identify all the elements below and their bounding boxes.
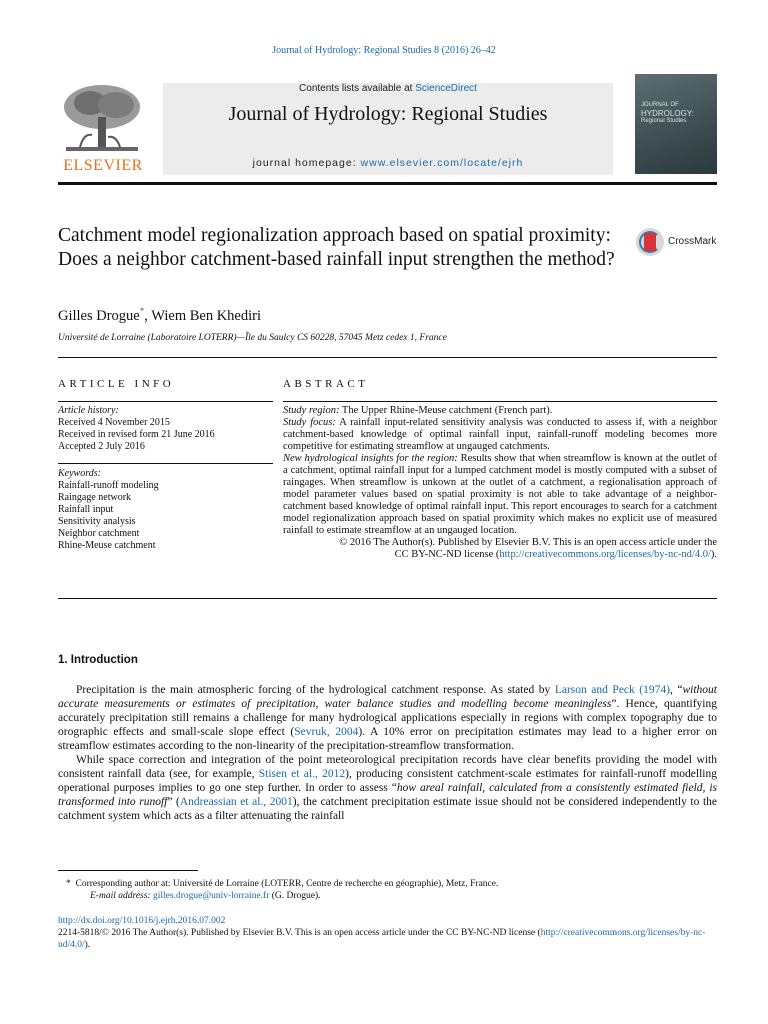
text-run: ”. Hence, quantifying accurately precipitation still remains a challenge for many hydrological applications especially in regions with complex topography due to orographic effects and small-scale slope effect ( — [58, 698, 717, 738]
cover-text-line: HYDROLOGY: — [641, 109, 694, 118]
keyword: Sensitivity analysis — [58, 516, 136, 527]
footnote-email — [58, 890, 717, 902]
citation-link[interactable]: Larson and Peck (1974) — [554, 684, 670, 696]
abstract-rule — [283, 401, 717, 402]
article-info-heading: ARTICLE INFO — [58, 378, 175, 390]
crossmark-label: CrossMark — [668, 236, 717, 247]
cover-text-line: Regional Studies — [641, 118, 687, 124]
keyword: Rainfall input — [58, 504, 114, 515]
contents-prefix: Contents lists available at — [299, 83, 413, 94]
email-suffix: (G. Drogue). — [271, 891, 321, 901]
keywords-rule — [58, 463, 273, 464]
crossmark-icon — [636, 228, 664, 256]
abstract-license — [283, 549, 717, 561]
doi-link[interactable]: http://dx.doi.org/10.1016/j.ejrh.2016.07.002 — [58, 916, 226, 926]
doi-line — [58, 915, 717, 927]
footnote-mark: * — [66, 879, 71, 889]
article-info-rule — [58, 401, 273, 402]
email-link[interactable]: gilles.drogue@univ-lorraine.fr — [152, 891, 270, 901]
cover-text — [641, 102, 694, 125]
article-history — [58, 405, 273, 453]
contents-line — [163, 83, 613, 94]
crossmark-badge[interactable] — [636, 228, 720, 258]
history-item: Received in revised form 21 June 2016 — [58, 429, 215, 440]
license-footer-text: ). — [84, 940, 91, 950]
keyword: Raingage network — [58, 492, 132, 503]
author-separator: , — [144, 307, 152, 324]
paragraph — [58, 753, 717, 823]
elsevier-logo — [58, 83, 148, 175]
text-run: , “ — [669, 684, 683, 696]
article-title: Catchment model regionalization approach based on spatial proximity: Does a neighbor catchment-based rainfall input strengthen the method? — [58, 225, 615, 270]
citation-link[interactable]: Andreassian et al., 2001 — [179, 796, 293, 808]
abstract-bottom-divider — [58, 598, 717, 599]
cover-text-line: JOURNAL OF — [641, 102, 679, 108]
journal-header — [58, 73, 717, 183]
abstract-insights — [283, 453, 717, 537]
affiliation: Université de Lorraine (Laboratoire LOTERR)—Île du Saulcy CS 60228, 57045 Metz cedex 1, France — [58, 333, 447, 343]
footnote-divider — [58, 870, 198, 871]
citation-link[interactable]: Sevruk, 2004 — [294, 726, 359, 738]
journal-reference[interactable]: Journal of Hydrology: Regional Studies 8 (2016) 26–42 — [272, 45, 496, 56]
abstract-label: Study focus: — [283, 417, 336, 428]
author-name: Wiem Ben Khediri — [151, 307, 261, 324]
history-item: Received 4 November 2015 — [58, 417, 170, 428]
keyword: Neighbor catchment — [58, 528, 140, 539]
sciencedirect-link[interactable]: ScienceDirect — [415, 83, 477, 94]
corresponding-author-link[interactable]: * — [139, 306, 145, 316]
keyword: Rainfall-runoff modeling — [58, 480, 159, 491]
abstract-text: Results show that when streamflow is known at the outlet of a catchment, optimal rainfall input for a lumped catchment model is mostly computed with a subset of raingages. When streamflow is unkown at the outlet of a catchment, a regionalisation approach of model parameter values based on spatial proximity is not able to take advantage of a neighbor-catchment based knowledge of optimal rainfall input. This report encourages to search for a catchment model regionalization approach based on spatial proximity which makes no explicit use of measured rainfall to estimate streamflow at an ungauged location. — [283, 453, 718, 536]
introduction-body — [58, 683, 717, 823]
journal-cover-image[interactable] — [635, 74, 717, 174]
author-list — [58, 306, 261, 325]
license-text: ). — [710, 549, 717, 560]
homepage-link[interactable]: www.elsevier.com/locate/ejrh — [360, 157, 524, 169]
elsevier-tree-icon — [60, 83, 144, 155]
copyright-text: © 2016 The Author(s). Published by Elsevier B.V. This is an open access article under the — [339, 537, 717, 548]
journal-title: Journal of Hydrology: Regional Studies — [228, 103, 548, 125]
section-heading-introduction: 1. Introduction — [58, 654, 138, 666]
author-name: Gilles Drogue — [58, 307, 140, 324]
email-label: E-mail address: — [90, 891, 151, 901]
license-link[interactable]: http://creativecommons.org/licenses/by-nc-nd/4.0/ — [499, 549, 711, 560]
footnote-corresponding — [58, 878, 717, 890]
quote: how areal rainfall, calculated from a consistently estimated field, is transformed into runoff — [58, 782, 718, 808]
journal-homepage — [163, 157, 613, 169]
abstract-heading: ABSTRACT — [283, 378, 369, 390]
header-divider — [58, 182, 717, 185]
abstract-copyright — [283, 537, 717, 549]
abstract-text: The Upper Rhine-Meuse catchment (French part). — [341, 405, 553, 416]
license-footer-text: 2214-5818/© 2016 The Author(s). Published by Elsevier B.V. This is an open access article under the CC BY-NC-ND license ( — [58, 928, 541, 938]
keywords-label: Keywords: — [58, 468, 101, 479]
license-footer — [58, 927, 717, 951]
paragraph — [58, 683, 717, 753]
keyword: Rhine-Meuse catchment — [58, 540, 156, 551]
license-text: CC BY-NC-ND license ( — [394, 549, 500, 560]
abstract-label: Study region: — [283, 405, 340, 416]
text-run: Precipitation is the main atmospheric forcing of the hydrological catchment response. As stated by — [76, 684, 555, 696]
text-run: ), the catchment precipitation estimate issue should not be considered independently to the catchment system which acts as a filter attenuating the rainfall — [58, 796, 717, 822]
history-label: Article history: — [58, 405, 119, 416]
text-run: While space correction and integration of the point meteorological precipitation records have clear benefits providing the model with consistent rainfall data (see, for example, — [58, 754, 717, 780]
abstract-label: New hydrological insights for the region: — [283, 453, 458, 464]
license-footer-link[interactable]: http://creativecommons.org/licenses/by-nc-nd/4.0/ — [58, 928, 706, 950]
history-item: Accepted 2 July 2016 — [58, 441, 145, 452]
quote: without accurate measurements or estimates of precipitation, water balance studies and modelling become meaningless — [58, 684, 718, 710]
publisher-name: ELSEVIER — [63, 157, 143, 174]
abstract-study-focus — [283, 417, 717, 453]
abstract-body — [283, 405, 717, 561]
abstract-text: A rainfall input-related sensitivity analysis was conducted to assess if, with a neighbor catchment-based knowledge of optimal rainfall input, rainfall-runoff modeling becomes more competitive for estimating streamflow at ungauged catchments. — [283, 417, 717, 452]
text-run: ). A 10% error on precipitation estimates may lead to a higher error on streamflow estimates according to the non-linearity of the precipitation-streamflow transformation. — [58, 726, 717, 752]
footnote-text: Corresponding author at: Université de Lorraine (LOTERR, Centre de recherche en géographie), Metz, France. — [75, 879, 499, 889]
text-run: ), producing consistent catchment-scale estimates for rainfall-runoff modelling operational purposes implies to go one step further. In order to assess “ — [58, 768, 717, 794]
citation-link[interactable]: Stisen et al., 2012 — [258, 768, 346, 780]
keywords-block — [58, 468, 273, 552]
affiliation-divider — [58, 357, 717, 358]
text-run: ” ( — [167, 796, 180, 808]
homepage-prefix: journal homepage: — [252, 157, 357, 169]
abstract-study-region — [283, 405, 717, 417]
